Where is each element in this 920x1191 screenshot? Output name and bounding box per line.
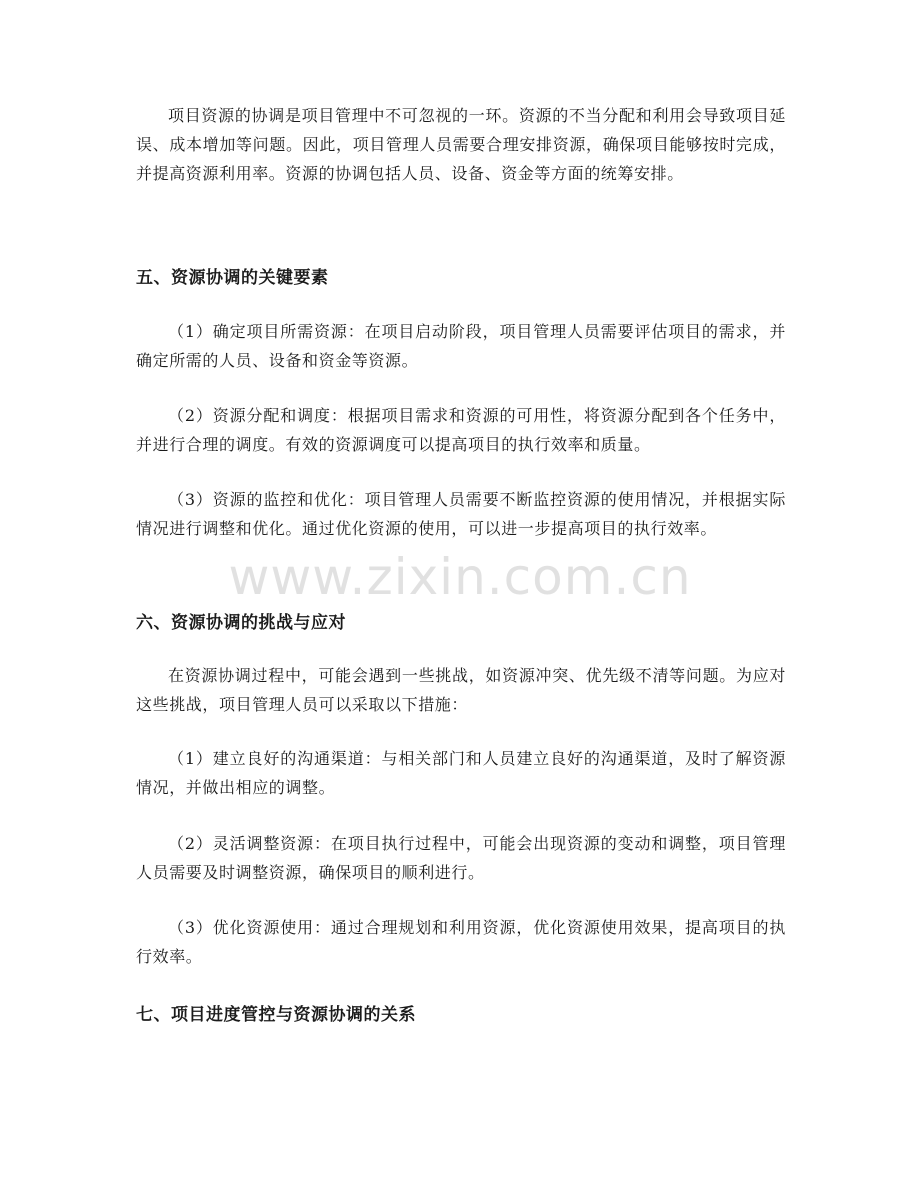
section-6-heading: 六、资源协调的挑战与应对 xyxy=(136,613,346,633)
section-5-item-1: （1）确定项目所需资源：在项目启动阶段，项目管理人员需要评估项目的需求，并确定所需的人员、设备和资金等资源。 xyxy=(136,322,786,370)
section-5-item-3: （3）资源的监控和优化：项目管理人员需要不断监控资源的使用情况，并根据实际情况进行调整和优化。通过优化资源的使用，可以进一步提高项目的执行效率。 xyxy=(136,490,786,538)
watermark: www.zixin.com.cn xyxy=(228,548,692,606)
section-7-heading: 七、项目进度管控与资源协调的关系 xyxy=(136,1005,416,1025)
section-6-item-3: （3）优化资源使用：通过合理规划和利用资源，优化资源使用效果，提高项目的执行效率。 xyxy=(136,918,786,966)
section-5-heading: 五、资源协调的关键要素 xyxy=(136,268,329,288)
section-6-item-1: （1）建立良好的沟通渠道：与相关部门和人员建立良好的沟通渠道，及时了解资源情况，并做出相应的调整。 xyxy=(136,749,786,797)
section-6-intro: 在资源协调过程中，可能会遇到一些挑战，如资源冲突、优先级不清等问题。为应对这些挑战，项目管理人员可以采取以下措施： xyxy=(136,666,786,714)
section-5-item-2: （2）资源分配和调度：根据项目需求和资源的可用性，将资源分配到各个任务中，并进行合理的调度。有效的资源调度可以提高项目的执行效率和质量。 xyxy=(136,406,786,454)
intro-paragraph: 项目资源的协调是项目管理中不可忽视的一环。资源的不当分配和利用会导致项目延误、成本增加等问题。因此，项目管理人员需要合理安排资源，确保项目能够按时完成，并提高资源利用率。资源的协调包括人员、设备、资金等方面的统筹安排。 xyxy=(136,106,786,183)
section-6-item-2: （2）灵活调整资源：在项目执行过程中，可能会出现资源的变动和调整，项目管理人员需要及时调整资源，确保项目的顺利进行。 xyxy=(136,834,786,882)
